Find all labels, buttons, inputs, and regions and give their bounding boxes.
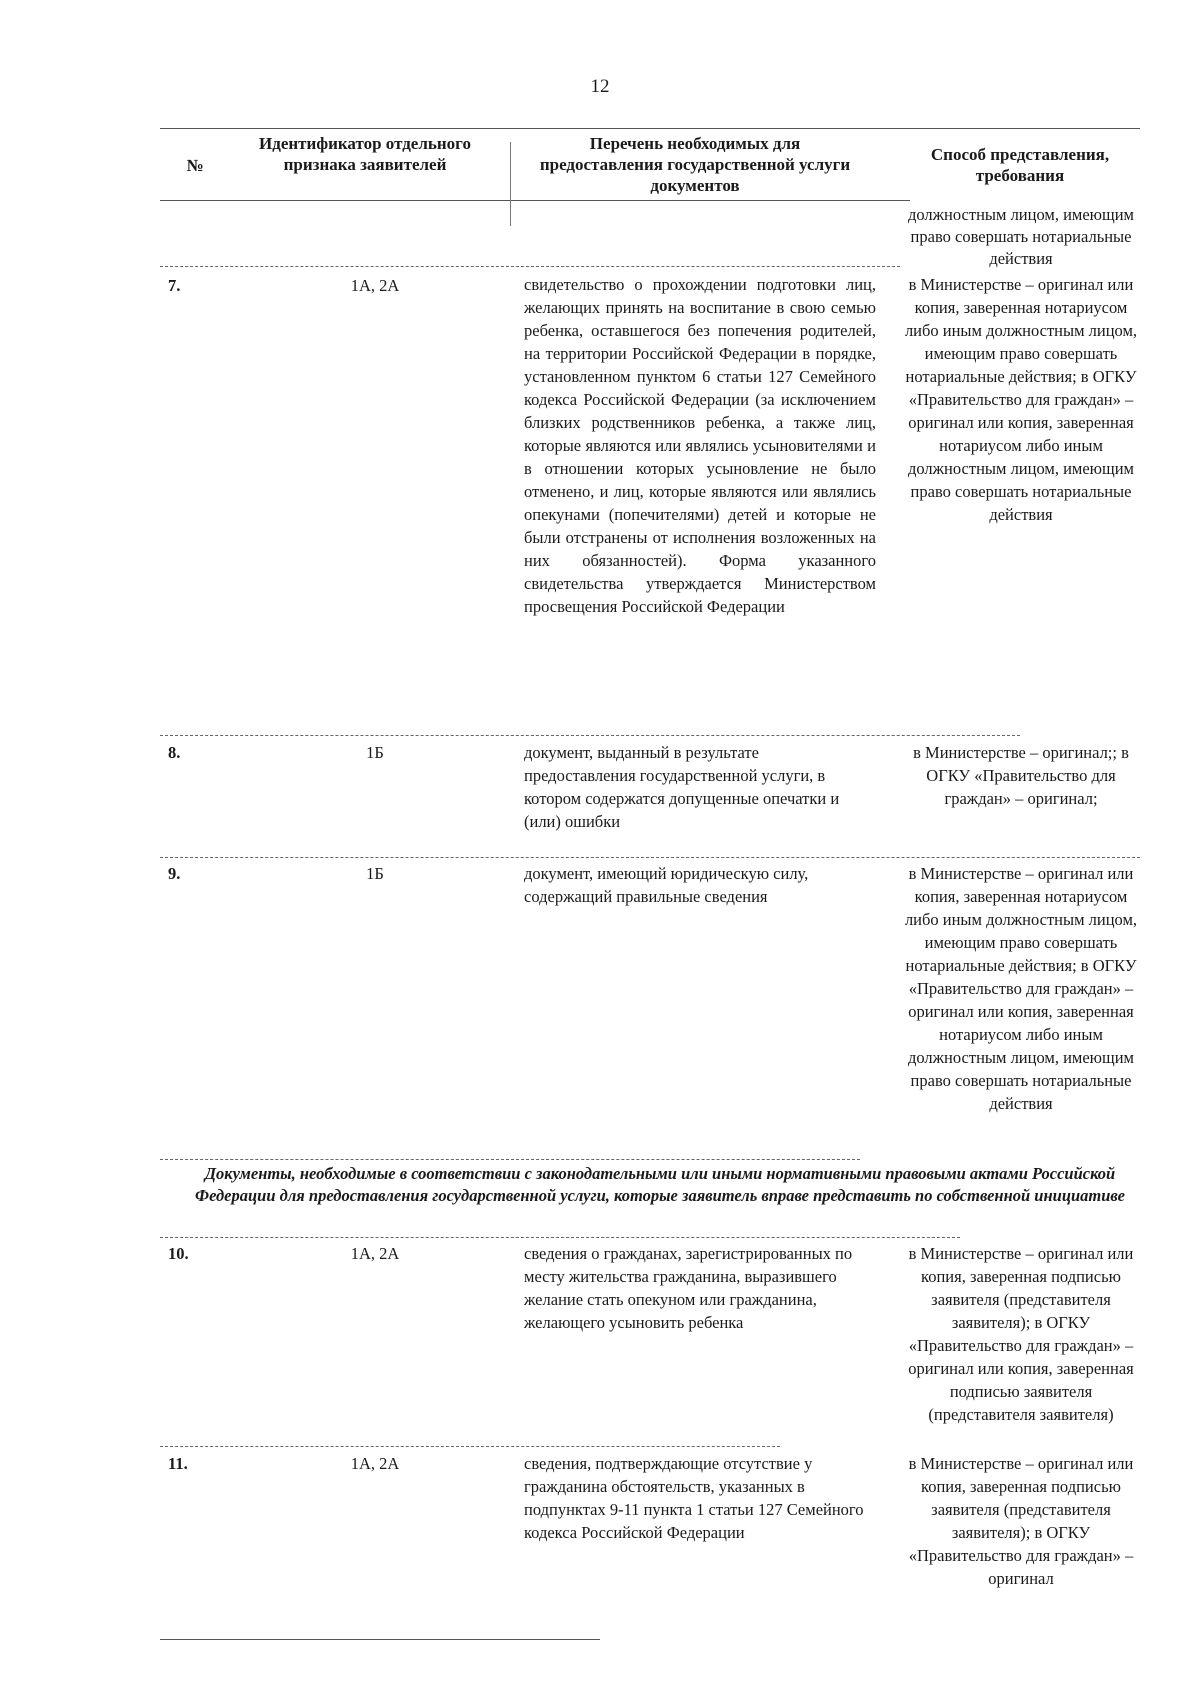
row-11-number: 11. (168, 1454, 188, 1473)
row-9-rule (160, 857, 1140, 858)
row-7-document: свидетельство о прохождении подготовки лиц, желающих принять на воспитание в свою семью ребенка, оставшегося без попечения родителей, на территории Российской Федерации в порядке, установленном пунктом 6 статьи 127 Семейного кодекса Российской Федерации (за исключением близких родственников ребенка, а также лиц, которые являются или являлись усыновителями и в отношении которых усыновление не было отменено, и лиц, которые являются или являлись опекунами (попечителями) детей и которые не были отстранены от исполнения возложенных на них обязанностей). Форма указанного свидетельства утверждается Министерством просвещения Российской Федерации (524, 275, 876, 616)
row-10-method: в Министерстве – оригинал или копия, заверенная подписью заявителя (представителя заявителя); в ОГКУ «Правительство для граждан» – оригинал или копия, заверенная подписью заявителя (представителя заявителя) (908, 1244, 1134, 1424)
row-9-number: 9. (168, 864, 181, 883)
row-10-rule (160, 1237, 960, 1238)
row-11-method: в Министерстве – оригинал или копия, заверенная подписью заявителя (представителя заявителя); в ОГКУ «Правительство для граждан» – оригинал (908, 1454, 1134, 1588)
header-bottom-rule (160, 200, 910, 201)
row-11-document: сведения, подтверждающие отсутствие у гражданина обстоятельств, указанных в подпунктах 9-11 пункта 1 статьи 127 Семейного кодекса Российской Федерации (524, 1454, 864, 1542)
page-number: 12 (590, 76, 610, 97)
row-11-rule (160, 1446, 780, 1447)
row-10-number: 10. (168, 1244, 189, 1263)
header-top-rule (160, 128, 1140, 129)
row-8-number: 8. (168, 743, 181, 762)
section-heading: Документы, необходимые в соответствии с законодательными или иными нормативными правовыми актами Российской Федерации для предоставления государственной услуги, которые заявитель вправе представить по собственной инициативе (195, 1164, 1125, 1205)
row-8-document: документ, выданный в результате предоставления государственной услуги, в котором содержатся допущенные опечатки и (или) ошибки (524, 743, 840, 831)
continued-method: должностным лицом, имеющим право совершать нотариальные действия (908, 205, 1134, 268)
header-column-divider (510, 142, 511, 226)
header-num: № (186, 156, 204, 175)
row-7-rule (160, 266, 900, 267)
row-8-method: в Министерстве – оригинал;; в ОГКУ «Правительство для граждан» – оригинал; (913, 743, 1129, 808)
row-9-method: в Министерстве – оригинал или копия, заверенная нотариусом либо иным должностным лицом, имеющим право совершать нотариальные действия; в ОГКУ «Правительство для граждан» – оригинал или копия, заверенная нотариусом либо иным должностным лицом, имеющим право совершать нотариальные действия (904, 864, 1138, 1113)
header-documents: Перечень необходимых для предоставления государственной услуги документов (539, 134, 851, 195)
header-method: Способ представления, требования (930, 145, 1110, 185)
header-identifier: Идентификатор отдельного признака заявителей (259, 134, 471, 174)
row-11-identifier: 1А, 2А (350, 1454, 400, 1473)
row-7-number: 7. (168, 276, 181, 295)
section-rule (160, 1159, 860, 1160)
row-7-identifier: 1А, 2А (350, 276, 400, 295)
table-bottom-rule (160, 1639, 600, 1640)
row-9-document: документ, имеющий юридическую силу, содержащий правильные сведения (524, 864, 809, 906)
row-9-identifier: 1Б (366, 864, 384, 883)
row-7-method: в Министерстве – оригинал или копия, заверенная нотариусом либо иным должностным лицом, имеющим право совершать нотариальные действия; в ОГКУ «Правительство для граждан» – оригинал или копия, заверенная нотариусом либо иным должностным лицом, имеющим право совершать нотариальные действия (904, 275, 1138, 524)
row-8-rule (160, 735, 1020, 736)
row-10-document: сведения о гражданах, зарегистрированных по месту жительства гражданина, выразившего желание стать опекуном или гражданина, желающего усыновить ребенка (524, 1244, 853, 1332)
row-10-identifier: 1А, 2А (350, 1244, 400, 1263)
row-8-identifier: 1Б (366, 743, 384, 762)
